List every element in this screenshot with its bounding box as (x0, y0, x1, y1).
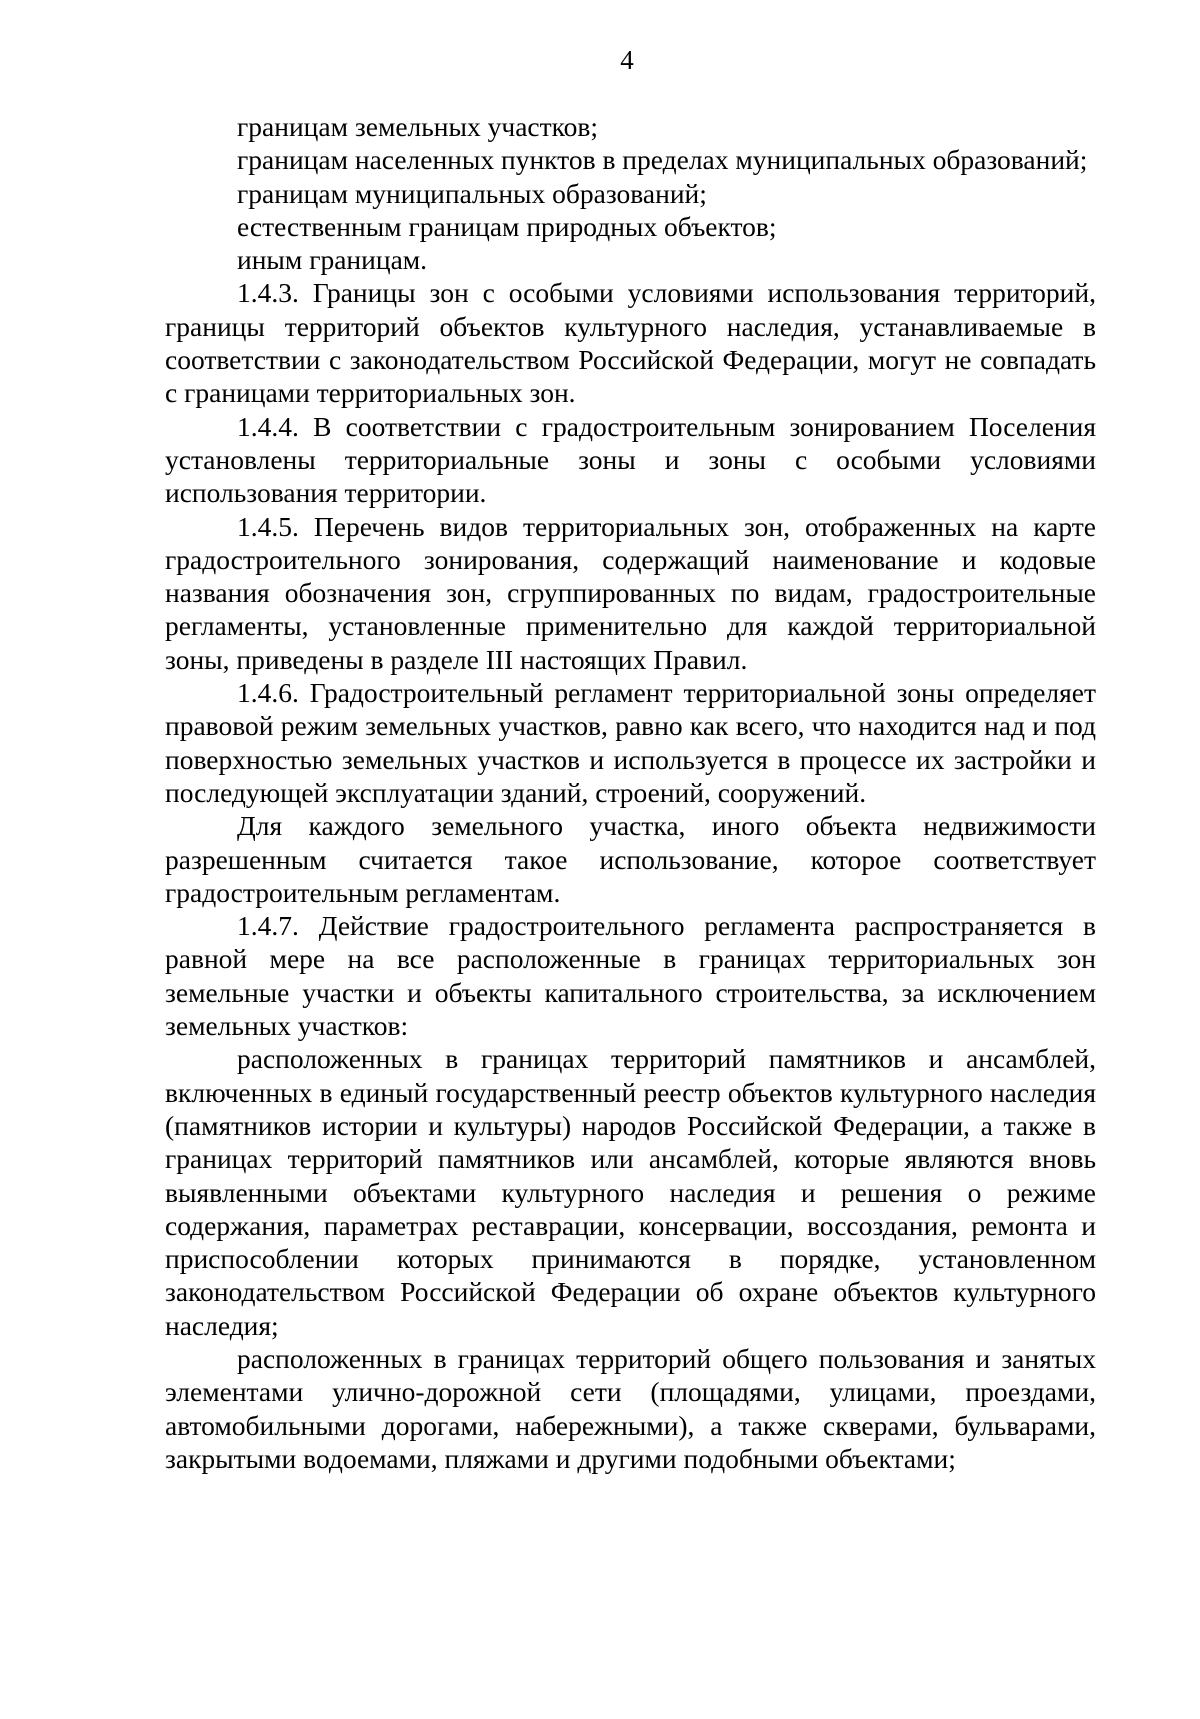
paragraph-boundary-municipalities: границам муниципальных образований; (237, 177, 707, 209)
paragraph-1-4-3: 1.4.3. Границы зон с особыми условиями использования территорий, границы территорий объектов культурного наследия, устанавливаемые в соответствии с законодательством Российской Федерации, могут не совпадать с границами территориальных зон. (165, 277, 1096, 409)
page-number: 4 (620, 45, 634, 75)
document-body (165, 110, 1096, 1475)
paragraph-boundary-settlements: границам населенных пунктов в пределах муниципальных образований; (237, 144, 1088, 176)
paragraph-1-4-4: 1.4.4. В соответствии с градостроительным зонированием Поселения установлены территориальные зоны и зоны с особыми условиями использования территории. (165, 410, 1096, 509)
paragraph-1-4-5: 1.4.5. Перечень видов территориальных зон, отображенных на карте градостроительного зонирования, содержащий наименование и кодовые названия обозначения зон, сгруппированных по видам, градостроительные регламенты, установленные применительно для каждой территориальной зоны, приведены в разделе III настоящих Правил. (165, 510, 1096, 675)
paragraph-permitted-use: Для каждого земельного участка, иного объекта недвижимости разрешенным считается такое использование, которое соответствует градостроительным регламентам. (165, 810, 1096, 908)
paragraph-exception-heritage: расположенных в границах территорий памятников и ансамблей, включенных в единый государственный реестр объектов культурного наследия (памятников истории и культуры) народов Российской Федерации, а также в границах территорий памятников или ансамблей, которые являются вновь выявленными объектами культурного наследия и решения о режиме содержания, параметрах реставрации, консервации, воссоздания, ремонта и приспособлении которых принимаются в порядке, установленном законодательством Российской Федерации об охране объектов культурного наследия; (165, 1043, 1096, 1341)
paragraph-exception-public-use: расположенных в границах территорий общего пользования и занятых элементами улично-дорожной сети (площадями, улицами, проездами, автомобильными дорогами, набережными), а также скверами, бульварами, закрытыми водоемами, пляжами и другими подобными объектами; (165, 1342, 1096, 1474)
paragraph-1-4-7: 1.4.7. Действие градостроительного регламента распространяется в равной мере на все расположенные в границах территориальных зон земельные участки и объекты капитального строительства, за исключением земельных участков: (165, 910, 1096, 1042)
paragraph-boundary-land-plots: границам земельных участков; (237, 111, 598, 142)
paragraph-boundary-other: иным границам. (237, 244, 428, 276)
paragraph-1-4-6: 1.4.6. Градостроительный регламент территориальной зоны определяет правовой режим земельных участков, равно как всего, что находится над и под поверхностью земельных участков и используется в процессе их застройки и последующей эксплуатации зданий, строений, сооружений. (165, 677, 1096, 808)
paragraph-boundary-natural-objects: естественным границам природных объектов; (237, 210, 777, 242)
